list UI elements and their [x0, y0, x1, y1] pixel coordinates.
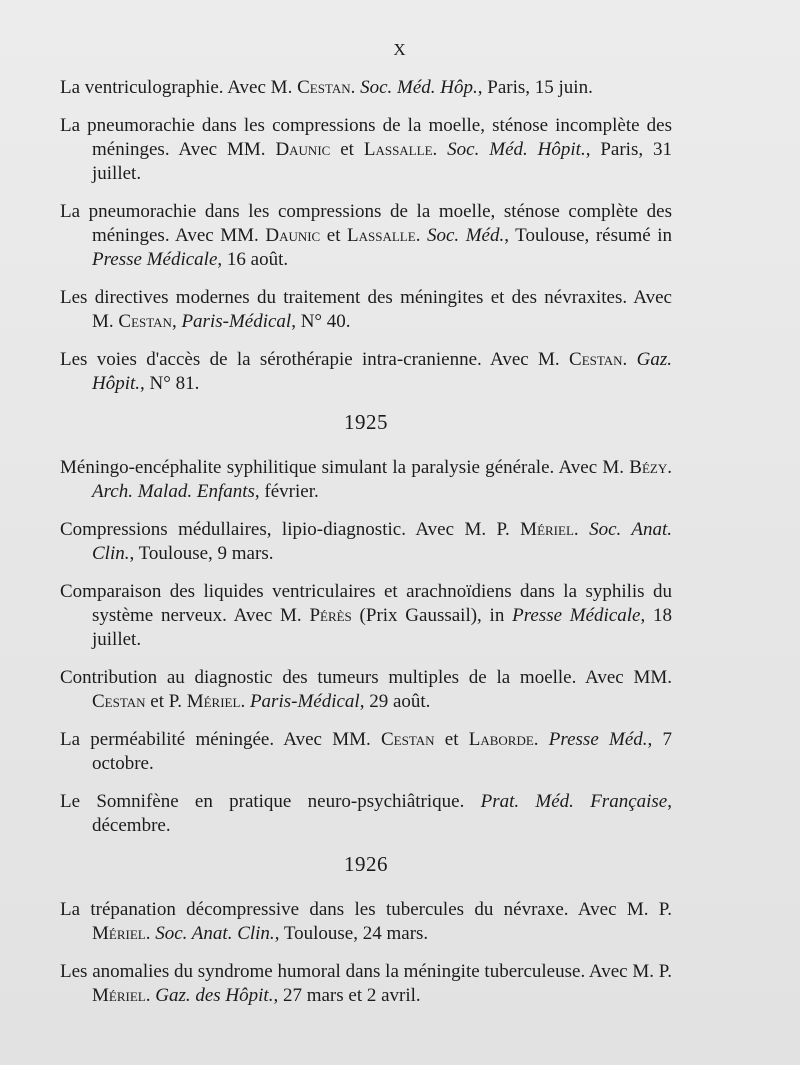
entry-text: Compressions médullaires, lipio-diagnostic. Avec M. P.: [60, 519, 521, 540]
bibliography-entry: [60, 790, 672, 838]
entry-text: .: [145, 923, 156, 944]
journal-title: Soc. Anat. Clin.: [155, 923, 275, 944]
entry-text: Les voies d'accès de la sérothérapie intra-cranienne. Avec M.: [60, 349, 570, 370]
bibliography-entry: [60, 518, 672, 566]
journal-title: Paris-Médical: [181, 311, 292, 332]
entry-text: Le Somnifène en pratique neuro-psychiâtrique.: [60, 791, 481, 812]
entry-text: .: [667, 457, 672, 478]
entry-text: , N° 81.: [140, 373, 200, 394]
entry-text: et: [320, 225, 348, 246]
author-name: Bézy: [629, 457, 668, 478]
bibliography-entry: [60, 200, 672, 272]
journal-title: Presse Méd.: [548, 729, 648, 750]
entry-text: ,: [171, 311, 182, 332]
entry-text: , Paris, 31 juillet.: [92, 139, 672, 184]
entries-group-1925: [60, 456, 672, 838]
entry-text: .: [350, 77, 361, 98]
entry-text: La perméabilité méningée. Avec MM.: [60, 729, 381, 750]
bibliography-entry: [60, 76, 672, 100]
entry-text: .: [415, 225, 427, 246]
entries-group-1924: [60, 76, 672, 396]
journal-title: Presse Médicale: [512, 605, 641, 626]
bibliography-entry: [60, 286, 672, 334]
author-name: Cestan: [92, 691, 146, 712]
entry-text: , Toulouse, 9 mars.: [129, 543, 274, 564]
journal-title: Soc. Méd. Hôpit.: [447, 139, 586, 160]
author-name: Daunic: [275, 139, 331, 160]
journal-title: Soc. Méd. Hôp.: [360, 77, 478, 98]
entry-text: Les anomalies du syndrome humoral dans la méningite tuberculeuse. Avec M. P.: [60, 961, 672, 982]
entry-text: La trépanation décompressive dans les tubercules du névraxe. Avec M. P.: [60, 899, 672, 920]
entry-text: , Toulouse, 24 mars.: [274, 923, 429, 944]
year-heading-1926: 1926: [344, 852, 388, 876]
entry-text: .: [145, 985, 156, 1006]
entry-text: , 16 août.: [217, 249, 289, 270]
entry-text: , février.: [254, 481, 319, 502]
bibliography-entry: [60, 348, 672, 396]
entry-text: La ventriculographie. Avec M.: [60, 77, 298, 98]
author-name: Pérès: [309, 605, 352, 626]
journal-title: Gaz. Hôpit.: [92, 349, 672, 394]
author-name: Mériel: [186, 691, 241, 712]
journal-title: Prat. Méd. Française: [480, 791, 668, 812]
entry-text: .: [240, 691, 250, 712]
author-name: Laborde: [468, 729, 534, 750]
entry-text: , Toulouse, résumé in: [504, 225, 673, 246]
bibliography-entry: [60, 898, 672, 946]
entry-text: et P.: [145, 691, 187, 712]
entry-text: et: [434, 729, 469, 750]
bibliography-entry: [60, 114, 672, 186]
entry-text: La pneumorachie dans les compressions de la moelle, sténose complète des méninges. Avec MM.: [60, 201, 672, 246]
author-name: Lassalle: [347, 225, 416, 246]
author-name: Mériel: [520, 519, 574, 540]
entry-text: Les directives modernes du traitement des méningites et des névraxites. Avec M.: [60, 287, 672, 332]
entry-text: La pneumorachie dans les compressions de la moelle, sténose incomplète des méninges. Avec MM.: [60, 115, 672, 160]
entry-text: , Paris, 15 juin.: [477, 77, 593, 98]
entry-text: Contribution au diagnostic des tumeurs multiples de la moelle. Avec MM.: [60, 667, 672, 688]
journal-title: Presse Médicale: [92, 249, 218, 270]
journal-title: Arch. Malad. Enfants: [92, 481, 255, 502]
author-name: Cestan: [569, 349, 623, 370]
entry-text: .: [533, 729, 549, 750]
bibliography-entry: [60, 456, 672, 504]
year-heading-1925: 1925: [344, 410, 388, 434]
entry-text: , 18 juillet.: [92, 605, 672, 650]
author-name: Cestan: [118, 311, 172, 332]
entry-text: , 29 août.: [359, 691, 431, 712]
journal-title: Paris-Médical: [249, 691, 360, 712]
author-name: Mériel: [92, 985, 146, 1006]
entry-text: , 27 mars et 2 avril.: [273, 985, 421, 1006]
entry-text: , décembre.: [92, 791, 672, 836]
bibliography-entry: [60, 666, 672, 714]
entry-text: Comparaison des liquides ventriculaires et arachnoïdiens dans la syphilis du système nerveux. Avec M.: [60, 581, 672, 626]
author-name: Cestan: [381, 729, 435, 750]
entry-text: , 7 octobre.: [92, 729, 673, 774]
entry-text: et: [330, 139, 364, 160]
page-number: X: [393, 40, 407, 59]
journal-title: Soc. Anat. Clin.: [92, 519, 672, 564]
bibliography-list: [60, 76, 672, 1022]
entry-text: .: [622, 349, 637, 370]
entry-text: .: [432, 139, 448, 160]
bibliography-entry: [60, 728, 672, 776]
bibliography-entry: [60, 960, 672, 1008]
entry-text: , N° 40.: [291, 311, 351, 332]
entry-text: .: [573, 519, 590, 540]
entry-text: Méningo-encéphalite syphilitique simulant la paralysie générale. Avec M.: [60, 457, 630, 478]
author-name: Cestan: [297, 77, 351, 98]
bibliography-entry: [60, 580, 672, 652]
journal-title: Soc. Méd.: [426, 225, 505, 246]
author-name: Lassalle: [363, 139, 433, 160]
author-name: Mériel: [92, 923, 146, 944]
journal-title: Gaz. des Hôpit.: [155, 985, 274, 1006]
author-name: Daunic: [265, 225, 321, 246]
entries-group-1926: [60, 898, 672, 1008]
entry-text: (Prix Gaussail), in: [351, 605, 513, 626]
